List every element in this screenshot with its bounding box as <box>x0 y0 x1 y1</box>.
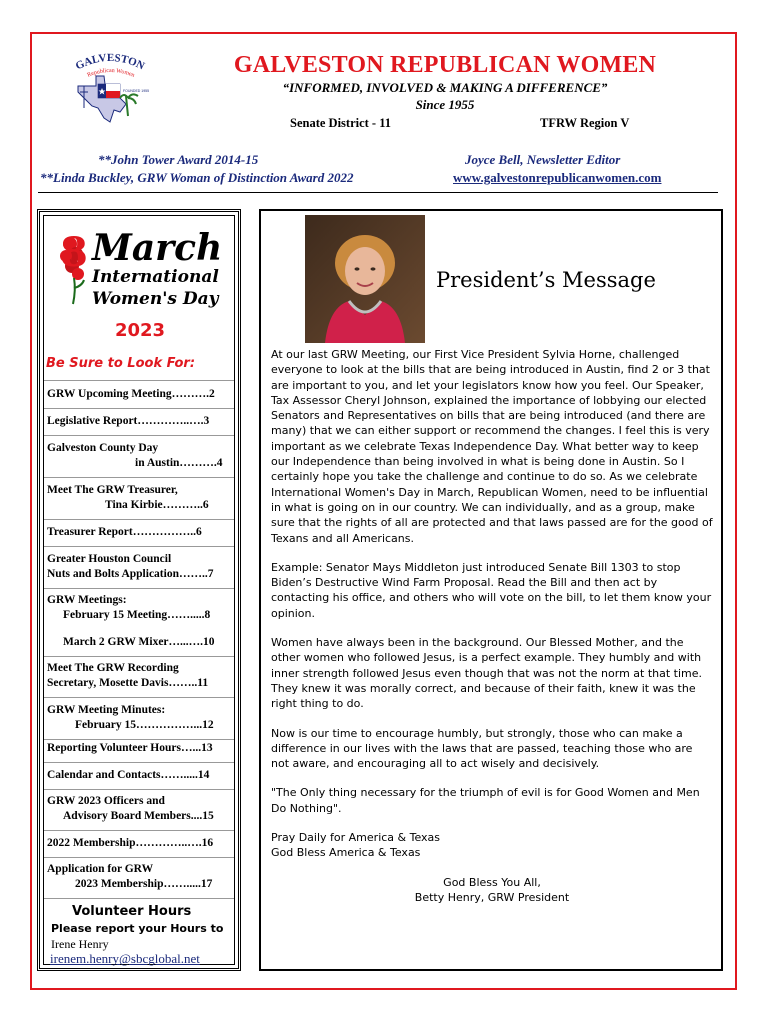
motto: “INFORMED, INVOLVED & MAKING A DIFFERENCE” <box>282 80 608 95</box>
toc-item[interactable]: GRW Meetings: February 15 Meeting…….....8 March 2 GRW Mixer…...….10 <box>47 594 215 648</box>
svg-text:Republican Women: Republican Women <box>86 67 136 79</box>
toc-divider <box>44 408 234 409</box>
message-paragraph: Now is our time to encourage humbly, but strongly, those who can make a difference in our lives with the laws that are passed, teaching those who are not aware, and encouraging all to act wisely and decisively. <box>271 726 693 771</box>
newsletter-editor: Joyce Bell, Newsletter Editor <box>465 152 621 167</box>
toc-divider <box>44 789 234 790</box>
toc-item[interactable]: 2022 Membership…………..….16 <box>47 837 214 849</box>
toc-item[interactable]: Application for GRW 2023 Membership…….....17 <box>47 863 213 890</box>
toc-item[interactable]: Legislative Report…………..….3 <box>47 415 210 427</box>
womens-day-graphic <box>56 220 236 320</box>
svg-text:FOUNDED 1955: FOUNDED 1955 <box>123 89 150 93</box>
toc-item[interactable]: Calendar and Contacts…….....14 <box>47 769 210 781</box>
tfrw-region: TFRW Region V <box>540 116 630 130</box>
toc-item[interactable]: Meet The GRW Treasurer, Tina Kirbie………..6 <box>47 484 209 511</box>
presidents-message-body <box>271 347 713 905</box>
senate-district: Senate District - 11 <box>290 116 392 130</box>
toc-item[interactable]: GRW Meeting Minutes: February 15……………...12 <box>47 704 214 731</box>
toc-divider <box>44 546 234 547</box>
svg-text:GALVESTON: GALVESTON <box>73 51 147 73</box>
svg-text:International: International <box>92 267 219 287</box>
message-paragraph: Example: Senator Mays Middleton just introduced Senate Bill 1303 to stop Biden’s Destructive Wind Farm Proposal. Read the Bill and then act by contacting his office, and others who will vote on the bill, to let them know your opinion. <box>271 560 712 620</box>
message-paragraph: "The Only thing necessary for the triumph of evil is for Good Women and Men Do Nothing". <box>271 786 700 815</box>
toc-divider <box>44 435 234 436</box>
toc-item[interactable]: Meet The GRW Recording Secretary, Mosette Davis……..11 <box>47 662 209 689</box>
toc-divider <box>44 830 234 831</box>
message-paragraph: Pray Daily for America & Texas God Bless America & Texas <box>271 831 441 860</box>
newsletter-title: GALVESTON REPUBLICAN WOMEN <box>233 52 657 78</box>
award-line-2: **Linda Buckley, GRW Woman of Distinction Award 2022 <box>40 170 354 185</box>
signoff-line: God Bless You All, <box>443 875 541 889</box>
svg-text:Women's Day: Women's Day <box>92 289 219 309</box>
president-photo <box>305 215 425 343</box>
since-text: Since 1955 <box>415 97 475 112</box>
year-label: 2023 <box>114 320 166 341</box>
toc-item[interactable]: Reporting Volunteer Hours…...13 <box>47 742 213 754</box>
website-link[interactable]: www.galvestonrepublicanwomen.com <box>453 170 662 185</box>
message-paragraph: At our last GRW Meeting, our First Vice President Sylvia Horne, challenged everyone to look at the bills that are being introduced in Austin, find 2 or 3 that are important to you, and let your legislators know how you feel. Our Speaker, Tax Assessor Cheryl Johnson, explained the importance of lobbying our elected Senators and Representatives on bills that are being introduced (and there are many) that we can either support or recommend the changes. I feel this is very important as we celebrate Texas Independence Day. What better way to keep our Independence than being involved in what is being done in Austin. So I certainly hope you take the challenge and continue to do so. As we celebrate International Women's Day in March, Republican Women, need to be influential in what is going on in our country. We can individually, and as a group, make sure that the rights of all are protected and that laws passed are for the good of Texans and all Americans. <box>271 348 713 545</box>
toc-divider <box>44 519 234 520</box>
toc-item[interactable]: Galveston County Day in Austin……….4 <box>47 442 223 469</box>
toc-item[interactable]: GRW Upcoming Meeting……….2 <box>47 388 215 400</box>
svg-text:8: 8 <box>60 229 88 276</box>
toc-divider <box>44 739 234 740</box>
volunteer-hours-heading: Volunteer Hours <box>72 904 192 919</box>
toc-divider <box>44 762 234 763</box>
toc-divider <box>44 477 234 478</box>
toc-item[interactable]: Treasurer Report……………..6 <box>47 526 202 538</box>
toc-divider <box>44 857 234 858</box>
svg-text:March: March <box>92 227 223 269</box>
award-line-1: **John Tower Award 2014-15 <box>98 152 259 167</box>
toc-divider <box>44 697 234 698</box>
toc-divider <box>44 588 234 589</box>
presidents-message-title: President’s Message <box>436 268 656 292</box>
message-paragraph: Women have always been in the background. Our Blessed Mother, and the other women who followed Jesus, is a perfect example. They humbly and with inner strength followed Jesus even though that was not the norm at that time. They knew it was morally correct, and because of their faith, knew it was the right thing to do. <box>271 636 703 711</box>
volunteer-email-link[interactable]: irenem.henry@sbcglobal.net <box>50 951 200 966</box>
toc-divider <box>44 380 234 381</box>
toc-item[interactable]: GRW 2023 Officers and Advisory Board Members....15 <box>47 795 214 822</box>
toc-divider <box>44 898 234 899</box>
look-for-heading: Be Sure to Look For: <box>46 356 196 371</box>
signoff-signature: Betty Henry, GRW President <box>414 890 570 904</box>
header-divider <box>38 192 718 193</box>
toc-divider <box>44 656 234 657</box>
volunteer-report-text: Please report your Hours to <box>51 922 224 935</box>
volunteer-contact-name: Irene Henry <box>51 937 109 951</box>
toc-item[interactable]: Greater Houston Council Nuts and Bolts Application……..7 <box>47 553 214 580</box>
grw-logo <box>60 46 160 124</box>
